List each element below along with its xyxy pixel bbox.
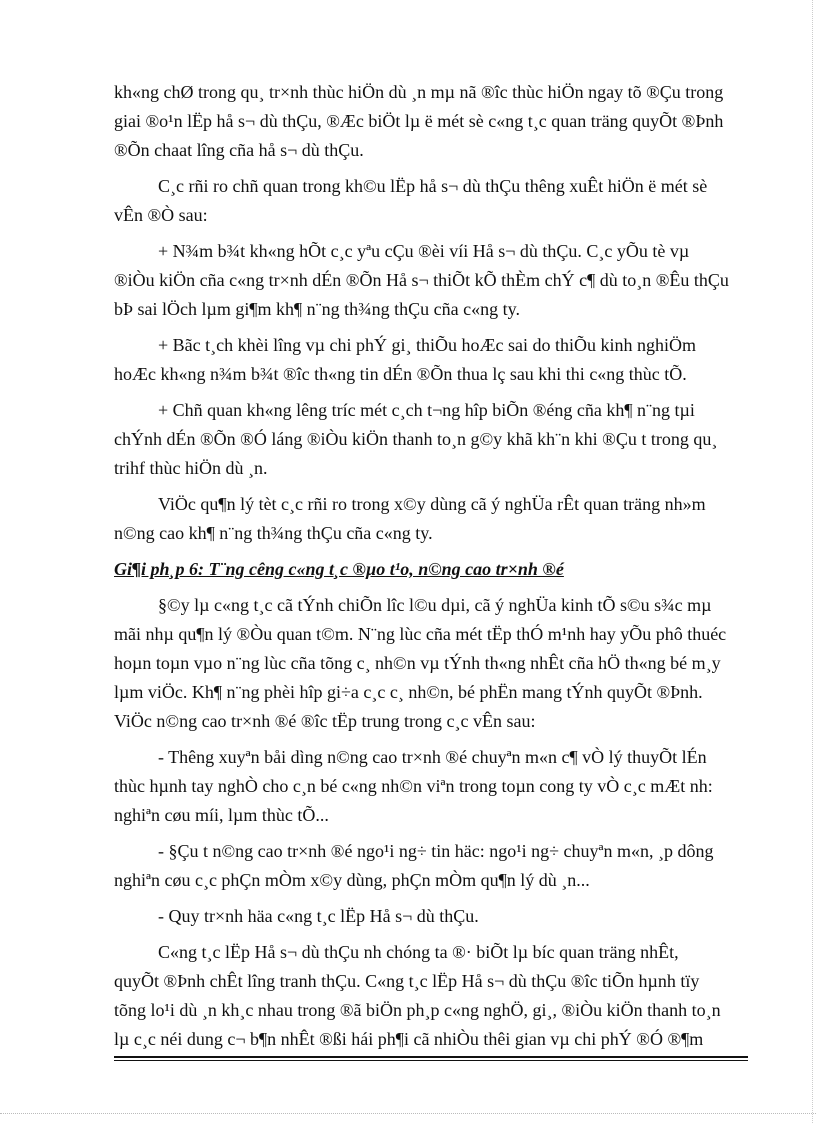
text-line: hoÆc kh«ng n¾m b¾t ®îc th«ng tin dÉn ®Õn thua lç sau khi thi c«ng thùc tÕ.	[114, 364, 687, 384]
text-line: C«ng t¸c lËp Hå s¬ dù thÇu nh chóng ta ®· biÕt lµ bíc quan träng nhÊt,	[158, 942, 679, 962]
text-line: + Chñ quan kh«ng lêng tríc mét c¸ch t¬ng hîp biÕn ®éng cña kh¶ n¨ng tµi	[158, 400, 695, 420]
text-line: C¸c rñi ro chñ quan trong kh©u lËp hå s¬ dù thÇu thêng xuÊt hiÖn ë mét sè	[158, 176, 708, 196]
text-line: ®iÒu kiÖn cña c«ng tr×nh dÉn ®Õn Hå s¬ thiÕt kÕ thÈm chÝ c¶ dù to¸n ®Êu thÇu	[114, 270, 729, 290]
footer-rule-thin	[114, 1060, 748, 1061]
text-line: nghiªn cøu míi, lµm thùc tÕ...	[114, 805, 329, 825]
text-line: tõng lo¹i dù ¸n kh¸c nhau trong ®ã biÖn ph¸p c«ng nghÖ, gi¸, ®iÒu kiÖn thanh to¸n	[114, 1000, 721, 1020]
text-line: lµm viÖc. Kh¶ n¨ng phèi hîp gi÷a c¸c c¸ nh©n, bé phËn mang tÝnh quyÕt ®Þnh.	[114, 682, 703, 702]
text-line: ®Õn chaat lîng cña hå s¬ dù thÇu.	[114, 140, 364, 160]
text-line: n©ng cao kh¶ n¨ng th¾ng thÇu cña c«ng ty.	[114, 523, 433, 543]
text-line: - Thêng xuyªn båi dìng n©ng cao tr×nh ®é chuyªn m«n c¶ vÒ lý thuyÕt lÉn	[158, 747, 707, 767]
text-line: - §Çu t n©ng cao tr×nh ®é ngo¹i ng÷ tin häc: ngo¹i ng÷ chuyªn m«n, ¸p dông	[158, 841, 714, 861]
text-line: vÊn ®Ò sau:	[114, 205, 208, 225]
text-line: - Quy tr×nh häa c«ng t¸c lËp Hå s¬ dù thÇu.	[158, 906, 479, 926]
text-line: hoµn toµn vµo n¨ng lùc cña tõng c¸ nh©n vµ tÝnh th«ng nhÊt cña hÖ th«ng bé m¸y	[114, 653, 721, 673]
text-line: ViÖc qu¶n lý tèt c¸c rñi ro trong x©y dùng cã ý nghÜa rÊt quan träng nh»m	[158, 494, 706, 514]
text-line: giai ®o¹n lËp hå s¬ dù thÇu, ®Æc biÖt lµ ë mét sè c«ng t¸c quan träng quyÕt ®Þnh	[114, 111, 724, 131]
text-line: thùc hµnh tay nghÒ cho c¸n bé c«ng nh©n viªn trong toµn cong ty vÒ c¸c mÆt nh:	[114, 776, 713, 796]
text-line: kh«ng chØ trong qu¸ tr×nh thùc hiÖn dù ¸n mµ nã ®îc thùc hiÖn ngay tõ ®Çu trong	[114, 82, 724, 102]
page-body	[114, 78, 754, 1054]
text-line: mãi nhµ qu¶n lý ®Òu quan t©m. N¨ng lùc cña mét tËp thÓ m¹nh hay yÕu phô thuéc	[114, 624, 727, 644]
text-line: + N¾m b¾t kh«ng hÕt c¸c yªu cÇu ®èi víi Hå s¬ dù thÇu. C¸c yÕu tè vµ	[158, 241, 690, 261]
text-line: + Bãc t¸ch khèi lîng vµ chi phÝ gi¸ thiÕu hoÆc sai do thiÕu kinh nghiÖm	[158, 335, 696, 355]
page-edge-right	[812, 0, 813, 1123]
text-line: trihf thùc hiÖn dù ¸n.	[114, 458, 268, 478]
text-line: nghiªn cøu c¸c phÇn mÒm x©y dùng, phÇn mÒm qu¶n lý dù ¸n...	[114, 870, 590, 890]
text-line: quyÕt ®Þnh chÊt lîng tranh thÇu. C«ng t¸c lËp Hå s¬ dù thÇu ®îc tiÕn hµnh tïy	[114, 971, 700, 991]
text-line: lµ c¸c néi dung c¬ b¶n nhÊt ®ßi hái ph¶i cã nhiÒu thêi gian vµ chi phÝ ®Ó ®¶m	[114, 1029, 704, 1049]
text-line: bÞ sai lÖch lµm gi¶m kh¶ n¨ng th¾ng thÇu cña c«ng ty.	[114, 299, 520, 319]
text-line: ViÖc n©ng cao tr×nh ®é ®îc tËp trung trong c¸c vÊn sau:	[114, 711, 536, 731]
page-edge-bottom	[0, 1113, 816, 1114]
text-line: chÝnh dÉn ®Õn ®Ó láng ®iÒu kiÖn thanh to¸n g©y khã kh¨n khi ®Çu t trong qu¸	[114, 429, 718, 449]
section-heading: Gi¶i ph¸p 6: T¨ng cêng c«ng t¸c ®µo t¹o, n©ng cao tr×nh ®é	[114, 559, 564, 579]
text-line: §©y lµ c«ng t¸c cã tÝnh chiÕn lîc l©u dµi, cã ý nghÜa kinh tÕ s©u s¾c mµ	[158, 595, 712, 615]
footer-rule	[114, 1056, 748, 1058]
